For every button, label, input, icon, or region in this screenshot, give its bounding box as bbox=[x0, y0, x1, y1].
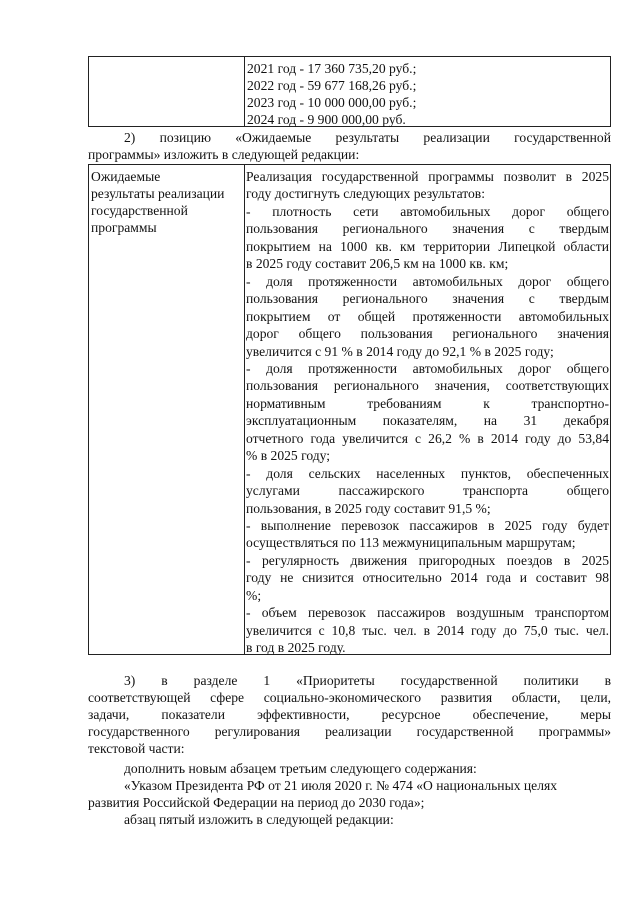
amendment-line: абзац пятый изложить в следующей редакции: bbox=[124, 812, 394, 827]
item3-line: соответствующей сфере социально-экономического развития области, цели, bbox=[88, 690, 611, 705]
amendment-line: дополнить новым абзацем третьим следующего содержания: bbox=[124, 761, 477, 776]
right-cell-line: % в 2025 году; bbox=[246, 448, 331, 464]
left-cell-line: Ожидаемые bbox=[91, 169, 161, 184]
item2-line1: 2) позицию «Ожидаемые результаты реализации государственной bbox=[124, 130, 611, 145]
right-cell-line: - выполнение перевозок пассажиров в 2025 году будет bbox=[246, 518, 609, 533]
right-cell-line: увеличится с 10,8 тыс. чел. в 2014 году до 75,0 тыс. чел. bbox=[246, 622, 609, 638]
right-cell-line: услугами пассажирского транспорта общего bbox=[246, 483, 609, 499]
right-cell-line: пользования, в 2025 году составит 91,5 %; bbox=[246, 500, 491, 516]
right-cell-line: - доля протяженности автомобильных дорог общего bbox=[246, 273, 609, 289]
right-cell-line: - регулярность движения пригородных поездов в 2025 bbox=[246, 552, 609, 568]
item3-line: задачи, показатели эффективности, ресурсное обеспечение, меры bbox=[88, 707, 611, 722]
right-cell-line: - плотность сети автомобильных дорог общего bbox=[246, 203, 609, 219]
right-cell-line: году не снизится относительно 2014 года и составит 98 bbox=[246, 570, 609, 586]
item2-line2: программы» изложить в следующей редакции: bbox=[88, 147, 360, 162]
results-table-divider bbox=[244, 164, 245, 655]
right-cell-line: пользования регионального значения с твердым bbox=[246, 291, 609, 307]
funding-table-divider bbox=[244, 56, 245, 127]
right-cell-line: - доля протяженности автомобильных дорог общего bbox=[246, 360, 609, 376]
item3-line: 3) в разделе 1 «Приоритеты государственной политики в bbox=[124, 673, 611, 688]
right-cell-line: году достигнуть следующих результатов: bbox=[246, 186, 486, 202]
right-cell-line: увеличится с 91 % в 2014 году до 92,1 % в 2025 году; bbox=[246, 343, 554, 359]
item3-line: государственного регулирования реализации государственной программы» bbox=[88, 724, 611, 739]
funding-row: 2024 год - 9 900 000,00 руб. bbox=[247, 112, 406, 127]
right-cell-line: пользования регионального значения, соответствующих bbox=[246, 378, 609, 394]
funding-row: 2023 год - 10 000 000,00 руб.; bbox=[247, 95, 417, 110]
right-cell-line: в 2025 году составит 206,5 км на 1000 кв. км; bbox=[246, 256, 509, 272]
right-cell-line: - объем перевозок пассажиров воздушным транспортом bbox=[246, 605, 609, 621]
funding-row: 2021 год - 17 360 735,20 руб.; bbox=[247, 61, 417, 76]
right-cell-line: Реализация государственной программы позволит в 2025 bbox=[246, 169, 609, 184]
left-cell-line: государственной bbox=[91, 203, 188, 218]
right-cell-line: - доля сельских населенных пунктов, обеспеченных bbox=[246, 465, 609, 481]
item3-line: текстовой части: bbox=[88, 741, 185, 756]
right-cell-line: %; bbox=[246, 587, 262, 603]
right-cell-line: покрытием на 1000 кв. км территории Липецкой области bbox=[246, 238, 609, 254]
right-cell-line: дорог общего пользования регионального значения bbox=[246, 326, 609, 342]
left-cell-line: результаты реализации bbox=[91, 186, 225, 201]
right-cell-line: нормативным требованиям к транспортно- bbox=[246, 395, 609, 411]
right-cell-line: пользования регионального значения с твердым bbox=[246, 221, 609, 237]
right-cell-line: покрытием от общей протяженности автомобильных bbox=[246, 308, 609, 324]
amendment-line: развития Российской Федерации на период до 2030 года»; bbox=[88, 795, 425, 810]
right-cell-line: эксплуатационным показателям, на 31 декабря bbox=[246, 413, 609, 429]
right-cell-line: осуществляться по 113 межмуниципальным маршрутам; bbox=[246, 535, 576, 551]
right-cell-line: отчетного года увеличится с 26,2 % в 2014 году до 53,84 bbox=[246, 430, 609, 446]
left-cell-line: программы bbox=[91, 220, 157, 235]
amendment-line: «Указом Президента РФ от 21 июля 2020 г. № 474 «О национальных целях bbox=[124, 778, 558, 793]
right-cell-line: в год в 2025 году. bbox=[246, 640, 346, 656]
funding-row: 2022 год - 59 677 168,26 руб.; bbox=[247, 78, 417, 93]
